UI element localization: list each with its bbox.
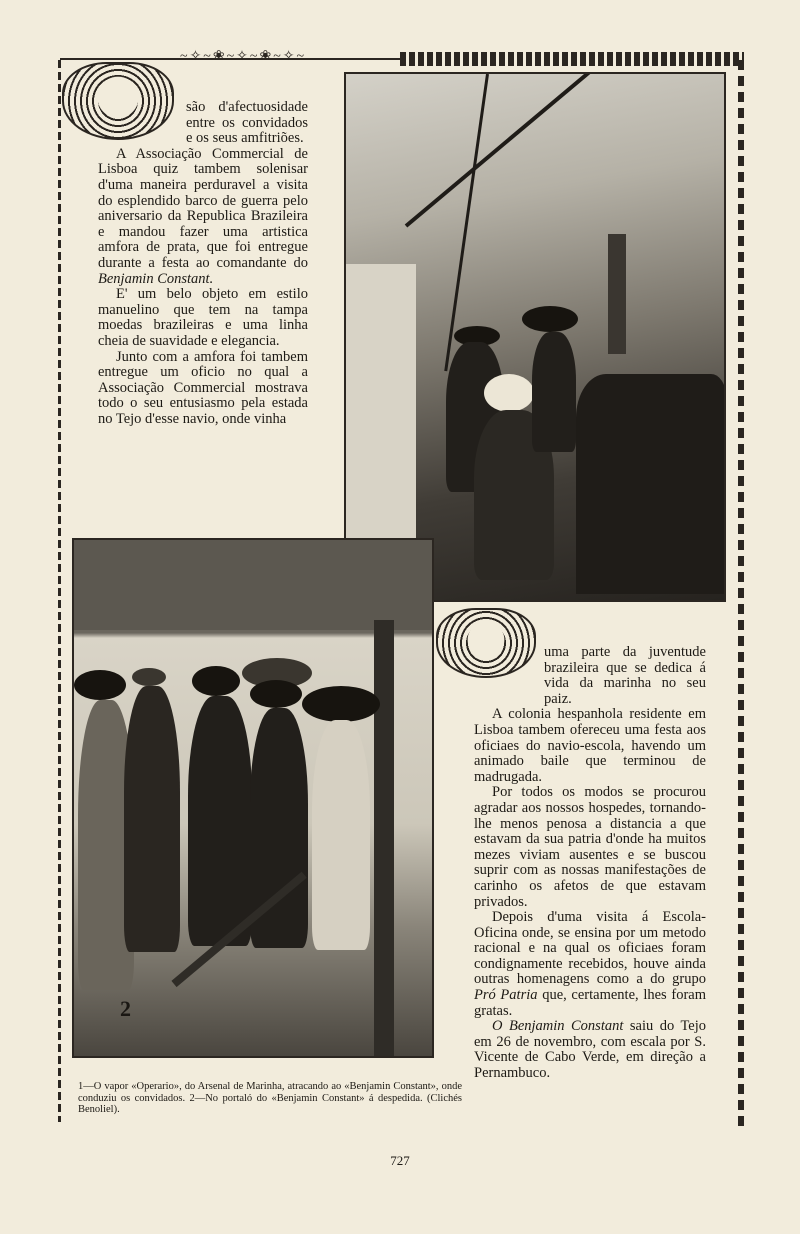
paragraph: Por todos os modos se procurou agradar aos nossos hospedes, tornando-lhe menos penosa a distancia a que estavam da sua patria d'onde ha muitos mezes viviam ausentes e se buscou suprir com as nossas manifestações de carinho os afetos de que estavam privados. xyxy=(474,784,706,910)
officer-cap xyxy=(132,668,166,686)
photo-caption: 1—O vapor «Operario», do Arsenal de Marinha, atracando ao «Benjamin Constant», onde conduziu os convidados. 2—No portaló do «Benjamin Constant» á despedida. (Clichés Benoliel). xyxy=(78,1081,462,1116)
hat xyxy=(522,306,578,332)
boom xyxy=(405,72,637,228)
page-number: 727 xyxy=(390,1153,410,1168)
photo-1-steamer-docking xyxy=(344,72,726,602)
text-column-2 xyxy=(474,645,706,1082)
left-border xyxy=(58,60,61,1122)
paragraph: Junto com a amfora foi tambem entregue um oficio no qual a Associação Commercial mostrava todo o seu entusiasmo pela estada no Tejo d'esse navio, onde vinha xyxy=(98,348,308,427)
top-border-inner xyxy=(400,52,744,66)
woman-figure xyxy=(312,720,370,950)
paragraph: são d'afectuosidade entre os convidados e os seus amfitriões. xyxy=(186,99,308,147)
hat xyxy=(74,670,126,700)
hat xyxy=(192,666,240,696)
text-column-1 xyxy=(98,100,308,427)
paragraph: A colonia hespanhola residente em Lisboa tambem ofereceu uma festa aos oficiaes do navio-escola, havendo um animado baile que terminou de madrugada. xyxy=(474,706,706,785)
paragraph: Depois d'uma visita á Escola-Oficina onde, se ensina por um metodo racional e na qual os oficiaes foram condignamente recebidos, houve ainda outras homenagens como a do grupo Pró Patria que, certamente, lhes foram gratas. xyxy=(474,909,706,1019)
paragraph: E' um belo objeto em estilo manuelino que tem na tampa moedas brazileiras e uma linha cheia de suavidade e elegancia. xyxy=(98,286,308,349)
woman-figure xyxy=(188,696,252,946)
officer-figure xyxy=(124,686,180,952)
photo-2-farewell-gangway xyxy=(72,538,434,1058)
photo-number: 2 xyxy=(120,996,131,1021)
right-border xyxy=(738,60,744,1126)
top-scroll-ornament: ~✧~❀~✧~❀~✧~ xyxy=(180,49,307,64)
paragraph: A Associação Commercial de Lisboa quiz tambem solenisar d'uma maneira perduravel a visita do esplendido barco de guerra pelo aniversario da Republica Brazileira e mandou fazer uma artistica amfora de prata, que foi entregue durante a festa ao comandante do Benjamin Constant. xyxy=(98,145,308,287)
passenger-figure xyxy=(532,332,576,452)
paragraph: uma parte da juventude brazileira que se dedica á vida da marinha no seu paiz. xyxy=(544,644,706,707)
awning xyxy=(74,540,434,630)
sailor-cap xyxy=(484,374,534,412)
hat xyxy=(302,686,380,722)
post xyxy=(374,620,394,1058)
paragraph: O Benjamin Constant saiu do Tejo em 26 de novembro, com escala por S. Vicente de Cabo Verde, em direção a Pernambuco. xyxy=(474,1018,706,1082)
smokestack xyxy=(608,234,626,354)
crowd xyxy=(576,374,726,594)
hat xyxy=(250,680,302,708)
